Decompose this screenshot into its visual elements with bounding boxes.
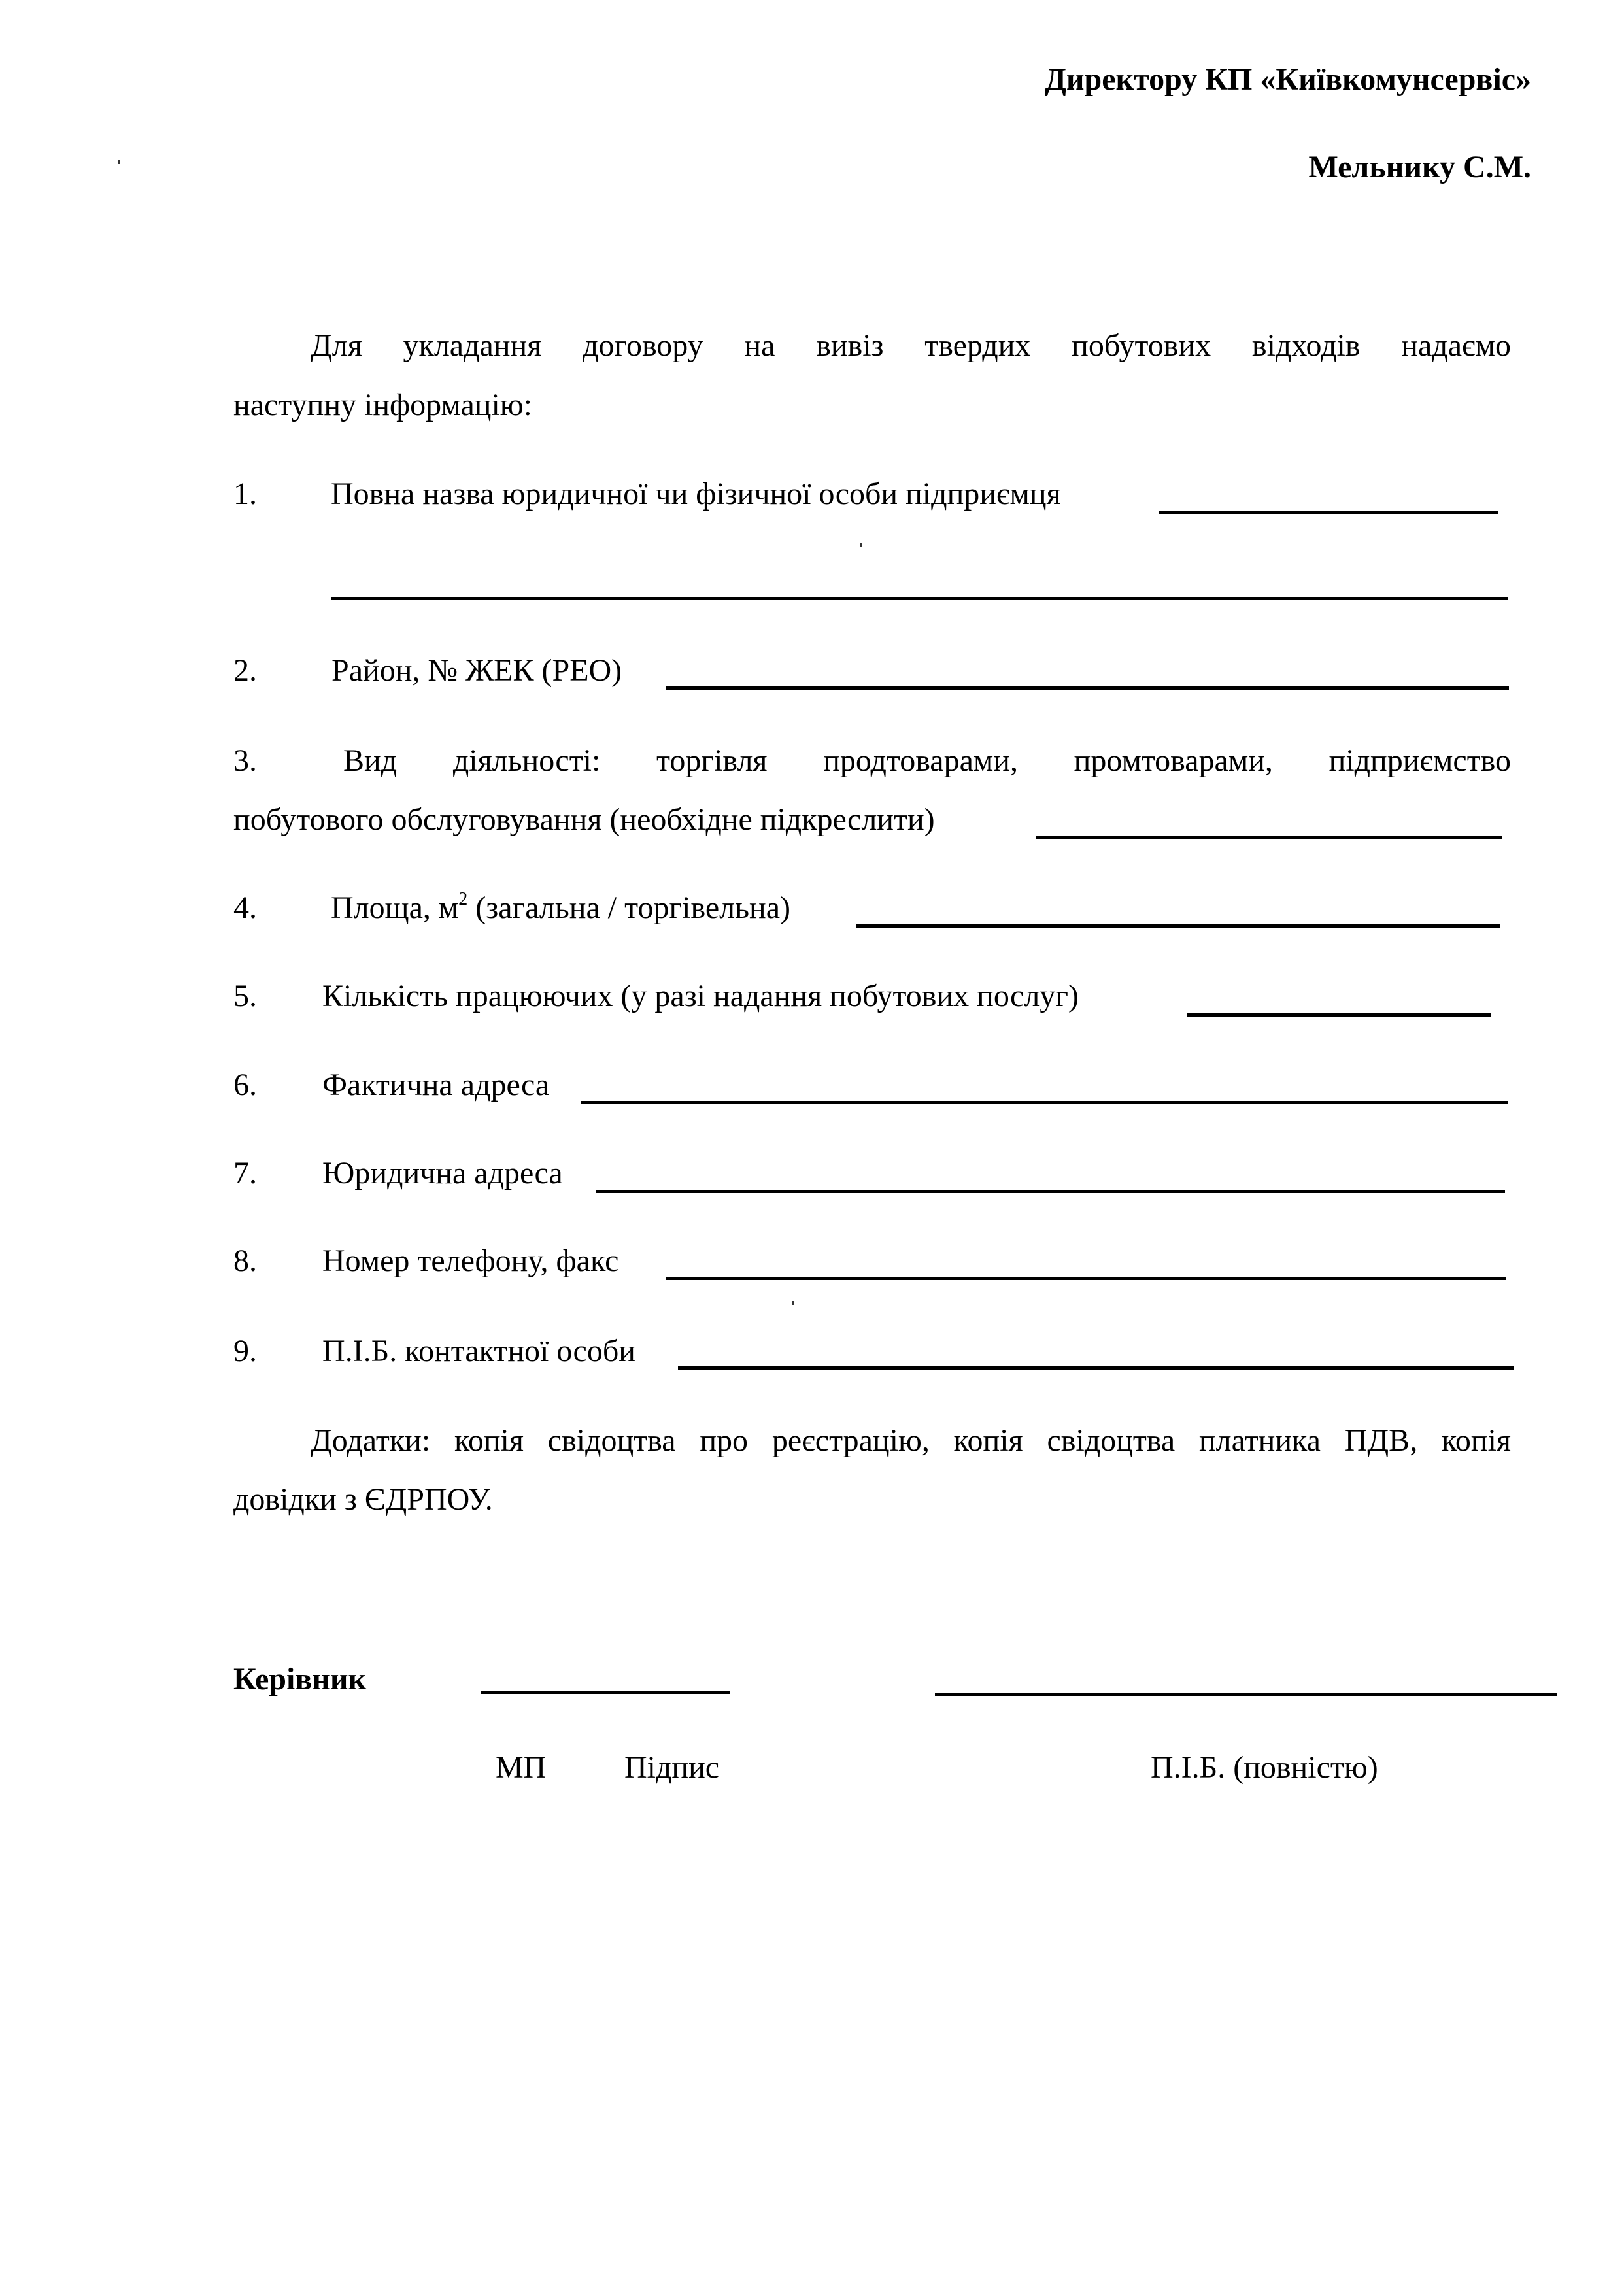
item-number-3: 3. xyxy=(233,743,257,778)
item-field-1-continuation[interactable] xyxy=(331,597,1508,600)
attachments-line-2: довідки з ЄДРПОУ. xyxy=(233,1482,493,1517)
item-number-8: 8. xyxy=(233,1243,257,1278)
intro-line-2: наступну інформацію: xyxy=(233,388,532,422)
scan-speck xyxy=(792,1301,794,1305)
item-field-7[interactable] xyxy=(596,1190,1505,1193)
item-label-3-line-2: побутового обслуговування (необхідне підкреслити) xyxy=(233,802,935,837)
item-field-9[interactable] xyxy=(678,1366,1514,1370)
item-label-7: Юридична адреса xyxy=(322,1156,563,1190)
item-number-9: 9. xyxy=(233,1334,257,1368)
stamp-label: МП xyxy=(496,1750,547,1785)
item-label-4-prefix: Площа, м xyxy=(331,890,459,925)
item-label-4-suffix: (загальна / торгівельна) xyxy=(467,890,790,925)
item-field-8[interactable] xyxy=(666,1277,1506,1280)
addressee-line-1: Директору КП «Київкомунсервіс» xyxy=(1044,62,1531,97)
item-number-4: 4. xyxy=(233,890,257,925)
item-label-8: Номер телефону, факс xyxy=(322,1243,619,1278)
item-field-5[interactable] xyxy=(1187,1013,1491,1017)
signatory-role-label: Керівник xyxy=(233,1662,367,1697)
item-field-1[interactable] xyxy=(1159,511,1498,514)
signature-field[interactable] xyxy=(481,1691,730,1694)
item-label-4 xyxy=(331,889,790,925)
item-number-6: 6. xyxy=(233,1068,257,1102)
item-field-2[interactable] xyxy=(666,686,1509,690)
item-number-1: 1. xyxy=(233,477,257,511)
item-label-5: Кількість працюючих (у разі надання побутових послуг) xyxy=(322,979,1079,1013)
full-name-label: П.І.Б. (повністю) xyxy=(1151,1750,1378,1785)
scan-speck xyxy=(118,160,120,164)
item-label-9: П.І.Б. контактної особи xyxy=(322,1334,635,1368)
item-field-6[interactable] xyxy=(581,1101,1508,1104)
full-name-field[interactable] xyxy=(935,1693,1557,1696)
item-label-4-superscript: 2 xyxy=(458,889,468,909)
attachments-line-1: Додатки: копія свідоцтва про реєстрацію, копія свідоцтва платника ПДВ, копія xyxy=(311,1423,1511,1458)
item-field-3[interactable] xyxy=(1036,836,1502,839)
item-label-6: Фактична адреса xyxy=(322,1068,550,1102)
intro-line-1: Для укладання договору на вивіз твердих побутових відходів надаємо xyxy=(311,328,1511,363)
addressee-line-2: Мельнику С.М. xyxy=(1308,150,1531,184)
item-number-2: 2. xyxy=(233,653,257,688)
signature-label: Підпис xyxy=(624,1750,720,1785)
scan-speck xyxy=(860,543,862,547)
item-number-5: 5. xyxy=(233,979,257,1013)
item-number-7: 7. xyxy=(233,1156,257,1190)
item-label-3-line-1: Вид діяльності: торгівля продтоварами, промтоварами, підприємство xyxy=(343,743,1511,778)
item-label-1: Повна назва юридичної чи фізичної особи підприємця xyxy=(331,477,1061,511)
item-label-2: Район, № ЖЕК (РЕО) xyxy=(331,653,622,688)
item-field-4[interactable] xyxy=(856,924,1500,928)
